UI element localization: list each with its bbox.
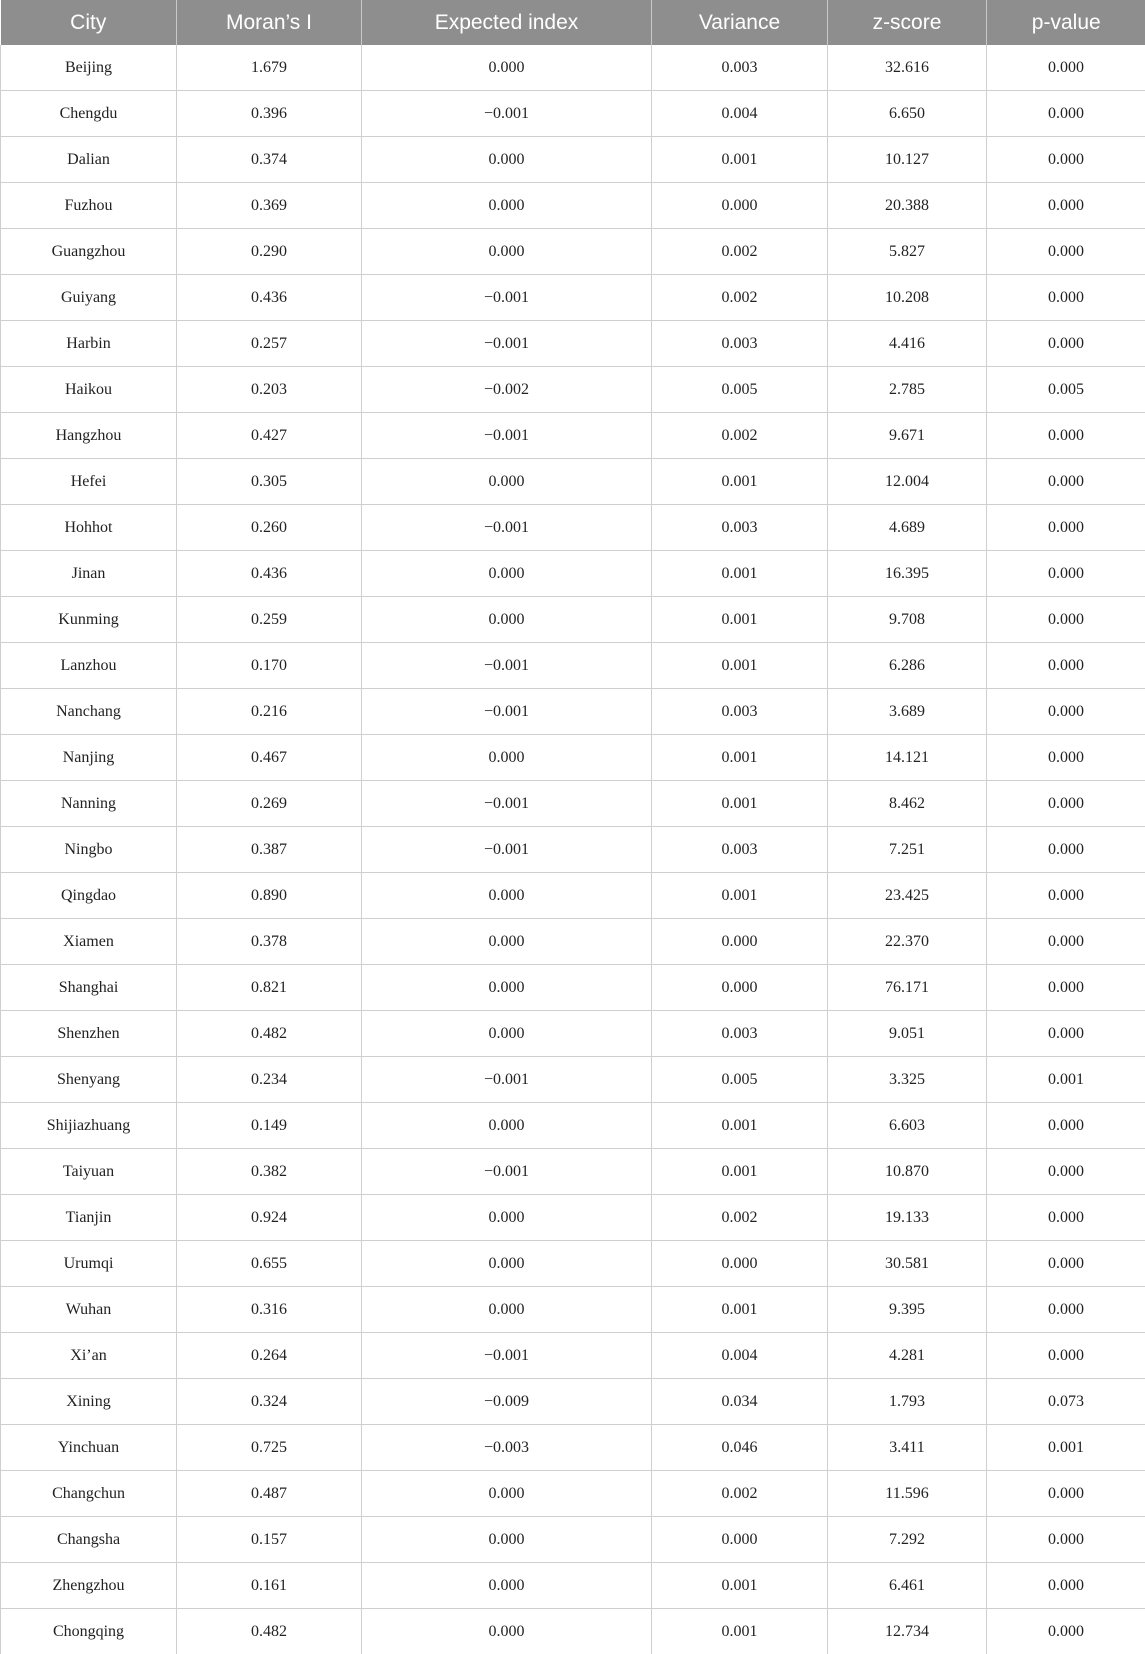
cell-p-value: 0.000 [987, 1333, 1145, 1379]
cell-p-value: 0.000 [987, 781, 1145, 827]
cell-expected-index: 0.000 [362, 873, 652, 919]
cell-variance: 0.001 [652, 1287, 828, 1333]
cell-expected-index: −0.003 [362, 1425, 652, 1471]
table-row [1, 1517, 1145, 1563]
cell-city: Qingdao [1, 873, 177, 919]
cell-variance: 0.003 [652, 1011, 828, 1057]
cell-expected-index: −0.001 [362, 505, 652, 551]
cell-variance: 0.003 [652, 689, 828, 735]
cell-morans-i: 0.890 [177, 873, 362, 919]
cell-morans-i: 0.161 [177, 1563, 362, 1609]
header-z-score: z-score [828, 0, 987, 45]
cell-city: Xining [1, 1379, 177, 1425]
cell-variance: 0.001 [652, 735, 828, 781]
cell-morans-i: 0.487 [177, 1471, 362, 1517]
table-row [1, 1379, 1145, 1425]
cell-variance: 0.002 [652, 1195, 828, 1241]
table-row [1, 827, 1145, 873]
cell-expected-index: −0.001 [362, 91, 652, 137]
cell-p-value: 0.000 [987, 505, 1145, 551]
cell-city: Shenyang [1, 1057, 177, 1103]
table-row [1, 965, 1145, 1011]
cell-variance: 0.002 [652, 229, 828, 275]
cell-morans-i: 0.264 [177, 1333, 362, 1379]
cell-city: Zhengzhou [1, 1563, 177, 1609]
cell-expected-index: −0.001 [362, 275, 652, 321]
cell-city: Xiamen [1, 919, 177, 965]
cell-p-value: 0.000 [987, 459, 1145, 505]
cell-p-value: 0.000 [987, 1517, 1145, 1563]
cell-variance: 0.005 [652, 367, 828, 413]
cell-city: Dalian [1, 137, 177, 183]
cell-morans-i: 0.216 [177, 689, 362, 735]
table-row [1, 1287, 1145, 1333]
cell-p-value: 0.000 [987, 735, 1145, 781]
cell-city: Hefei [1, 459, 177, 505]
cell-expected-index: 0.000 [362, 45, 652, 91]
cell-variance: 0.000 [652, 1517, 828, 1563]
cell-city: Taiyuan [1, 1149, 177, 1195]
cell-z-score: 9.395 [828, 1287, 987, 1333]
cell-variance: 0.000 [652, 183, 828, 229]
cell-expected-index: 0.000 [362, 1287, 652, 1333]
cell-city: Nanjing [1, 735, 177, 781]
table-row [1, 321, 1145, 367]
cell-morans-i: 0.290 [177, 229, 362, 275]
table-row [1, 183, 1145, 229]
cell-city: Lanzhou [1, 643, 177, 689]
cell-expected-index: 0.000 [362, 1517, 652, 1563]
cell-morans-i: 1.679 [177, 45, 362, 91]
cell-variance: 0.001 [652, 1609, 828, 1654]
cell-variance: 0.001 [652, 459, 828, 505]
cell-variance: 0.001 [652, 1563, 828, 1609]
table-row [1, 689, 1145, 735]
header-expected-index: Expected index [362, 0, 652, 45]
cell-expected-index: −0.001 [362, 827, 652, 873]
cell-p-value: 0.000 [987, 827, 1145, 873]
cell-expected-index: −0.002 [362, 367, 652, 413]
cell-city: Nanning [1, 781, 177, 827]
cell-expected-index: 0.000 [362, 965, 652, 1011]
cell-city: Urumqi [1, 1241, 177, 1287]
cell-variance: 0.000 [652, 965, 828, 1011]
cell-p-value: 0.000 [987, 321, 1145, 367]
cell-morans-i: 0.257 [177, 321, 362, 367]
cell-variance: 0.002 [652, 275, 828, 321]
cell-morans-i: 0.655 [177, 1241, 362, 1287]
cell-expected-index: 0.000 [362, 137, 652, 183]
cell-expected-index: 0.000 [362, 1609, 652, 1654]
cell-morans-i: 0.203 [177, 367, 362, 413]
table-row [1, 735, 1145, 781]
cell-city: Wuhan [1, 1287, 177, 1333]
cell-morans-i: 0.234 [177, 1057, 362, 1103]
cell-z-score: 3.689 [828, 689, 987, 735]
cell-expected-index: −0.009 [362, 1379, 652, 1425]
cell-z-score: 4.281 [828, 1333, 987, 1379]
cell-variance: 0.001 [652, 1103, 828, 1149]
cell-z-score: 9.671 [828, 413, 987, 459]
cell-p-value: 0.000 [987, 643, 1145, 689]
cell-variance: 0.001 [652, 1149, 828, 1195]
cell-z-score: 16.395 [828, 551, 987, 597]
header-morans-i: Moran’s I [177, 0, 362, 45]
cell-morans-i: 0.924 [177, 1195, 362, 1241]
cell-city: Fuzhou [1, 183, 177, 229]
cell-variance: 0.005 [652, 1057, 828, 1103]
cell-z-score: 23.425 [828, 873, 987, 919]
cell-variance: 0.000 [652, 919, 828, 965]
cell-city: Tianjin [1, 1195, 177, 1241]
cell-morans-i: 0.396 [177, 91, 362, 137]
table-row [1, 45, 1145, 91]
cell-city: Harbin [1, 321, 177, 367]
cell-z-score: 7.292 [828, 1517, 987, 1563]
cell-city: Xi’an [1, 1333, 177, 1379]
cell-p-value: 0.000 [987, 551, 1145, 597]
cell-variance: 0.046 [652, 1425, 828, 1471]
cell-expected-index: 0.000 [362, 1563, 652, 1609]
cell-expected-index: −0.001 [362, 781, 652, 827]
cell-z-score: 3.325 [828, 1057, 987, 1103]
table-row [1, 1241, 1145, 1287]
cell-variance: 0.003 [652, 827, 828, 873]
table-row [1, 1149, 1145, 1195]
table-row [1, 873, 1145, 919]
cell-city: Changsha [1, 1517, 177, 1563]
cell-p-value: 0.000 [987, 873, 1145, 919]
cell-variance: 0.034 [652, 1379, 828, 1425]
cell-p-value: 0.000 [987, 229, 1145, 275]
cell-city: Guiyang [1, 275, 177, 321]
cell-p-value: 0.000 [987, 275, 1145, 321]
cell-variance: 0.003 [652, 45, 828, 91]
cell-p-value: 0.000 [987, 1149, 1145, 1195]
table-row [1, 1195, 1145, 1241]
cell-expected-index: −0.001 [362, 413, 652, 459]
cell-morans-i: 0.436 [177, 275, 362, 321]
table-row [1, 1057, 1145, 1103]
cell-z-score: 8.462 [828, 781, 987, 827]
cell-city: Jinan [1, 551, 177, 597]
cell-city: Chengdu [1, 91, 177, 137]
cell-morans-i: 0.374 [177, 137, 362, 183]
cell-variance: 0.001 [652, 873, 828, 919]
cell-p-value: 0.000 [987, 1471, 1145, 1517]
cell-morans-i: 0.149 [177, 1103, 362, 1149]
cell-p-value: 0.000 [987, 183, 1145, 229]
cell-variance: 0.001 [652, 551, 828, 597]
cell-expected-index: 0.000 [362, 1241, 652, 1287]
cell-p-value: 0.000 [987, 1103, 1145, 1149]
table-row [1, 367, 1145, 413]
cell-variance: 0.001 [652, 597, 828, 643]
table-header [1, 0, 1145, 45]
table-row [1, 1103, 1145, 1149]
cell-morans-i: 0.305 [177, 459, 362, 505]
cell-city: Shijiazhuang [1, 1103, 177, 1149]
cell-expected-index: 0.000 [362, 183, 652, 229]
cell-z-score: 4.689 [828, 505, 987, 551]
cell-z-score: 6.461 [828, 1563, 987, 1609]
cell-city: Ningbo [1, 827, 177, 873]
table-row [1, 1471, 1145, 1517]
header-p-value: p-value [987, 0, 1145, 45]
cell-morans-i: 0.157 [177, 1517, 362, 1563]
cell-p-value: 0.000 [987, 413, 1145, 459]
header-variance: Variance [652, 0, 828, 45]
cell-morans-i: 0.436 [177, 551, 362, 597]
cell-city: Haikou [1, 367, 177, 413]
cell-z-score: 6.650 [828, 91, 987, 137]
cell-variance: 0.001 [652, 137, 828, 183]
cell-p-value: 0.000 [987, 965, 1145, 1011]
cell-z-score: 5.827 [828, 229, 987, 275]
cell-z-score: 11.596 [828, 1471, 987, 1517]
cell-p-value: 0.000 [987, 919, 1145, 965]
cell-z-score: 10.208 [828, 275, 987, 321]
cell-expected-index: −0.001 [362, 1333, 652, 1379]
cell-city: Hohhot [1, 505, 177, 551]
cell-expected-index: −0.001 [362, 1149, 652, 1195]
cell-city: Shenzhen [1, 1011, 177, 1057]
cell-morans-i: 0.170 [177, 643, 362, 689]
cell-p-value: 0.000 [987, 1241, 1145, 1287]
cell-expected-index: 0.000 [362, 551, 652, 597]
cell-morans-i: 0.482 [177, 1011, 362, 1057]
table-row [1, 1333, 1145, 1379]
cell-expected-index: −0.001 [362, 321, 652, 367]
cell-p-value: 0.073 [987, 1379, 1145, 1425]
cell-z-score: 9.708 [828, 597, 987, 643]
cell-variance: 0.002 [652, 413, 828, 459]
cell-morans-i: 0.369 [177, 183, 362, 229]
cell-expected-index: 0.000 [362, 1103, 652, 1149]
cell-z-score: 4.416 [828, 321, 987, 367]
table-row [1, 1609, 1145, 1654]
cell-variance: 0.003 [652, 505, 828, 551]
cell-morans-i: 0.387 [177, 827, 362, 873]
cell-city: Kunming [1, 597, 177, 643]
cell-city: Beijing [1, 45, 177, 91]
table-row [1, 1563, 1145, 1609]
header-city: City [1, 0, 177, 45]
cell-variance: 0.001 [652, 643, 828, 689]
cell-expected-index: 0.000 [362, 459, 652, 505]
cell-morans-i: 0.269 [177, 781, 362, 827]
cell-z-score: 6.603 [828, 1103, 987, 1149]
cell-morans-i: 0.467 [177, 735, 362, 781]
cell-p-value: 0.000 [987, 1609, 1145, 1654]
cell-z-score: 32.616 [828, 45, 987, 91]
cell-p-value: 0.005 [987, 367, 1145, 413]
table-row [1, 919, 1145, 965]
cell-p-value: 0.000 [987, 137, 1145, 183]
cell-variance: 0.002 [652, 1471, 828, 1517]
cell-morans-i: 0.378 [177, 919, 362, 965]
cell-expected-index: −0.001 [362, 643, 652, 689]
cell-z-score: 12.004 [828, 459, 987, 505]
cell-morans-i: 0.427 [177, 413, 362, 459]
cell-p-value: 0.001 [987, 1057, 1145, 1103]
cell-expected-index: −0.001 [362, 1057, 652, 1103]
cell-expected-index: 0.000 [362, 735, 652, 781]
cell-expected-index: 0.000 [362, 229, 652, 275]
table-row [1, 275, 1145, 321]
cell-z-score: 9.051 [828, 1011, 987, 1057]
cell-morans-i: 0.324 [177, 1379, 362, 1425]
cell-morans-i: 0.316 [177, 1287, 362, 1333]
cell-morans-i: 0.482 [177, 1609, 362, 1654]
table-row [1, 551, 1145, 597]
table-row [1, 459, 1145, 505]
cell-expected-index: −0.001 [362, 689, 652, 735]
cell-morans-i: 0.260 [177, 505, 362, 551]
cell-z-score: 10.870 [828, 1149, 987, 1195]
header-row [1, 0, 1145, 45]
cell-p-value: 0.000 [987, 91, 1145, 137]
cell-expected-index: 0.000 [362, 1011, 652, 1057]
table-row [1, 91, 1145, 137]
cell-z-score: 12.734 [828, 1609, 987, 1654]
cell-z-score: 1.793 [828, 1379, 987, 1425]
cell-z-score: 30.581 [828, 1241, 987, 1287]
cell-expected-index: 0.000 [362, 919, 652, 965]
cell-variance: 0.004 [652, 91, 828, 137]
table-row [1, 137, 1145, 183]
cell-z-score: 7.251 [828, 827, 987, 873]
cell-morans-i: 0.259 [177, 597, 362, 643]
cell-city: Guangzhou [1, 229, 177, 275]
table-row [1, 505, 1145, 551]
cell-p-value: 0.000 [987, 1287, 1145, 1333]
cell-city: Yinchuan [1, 1425, 177, 1471]
table-row [1, 1425, 1145, 1471]
cell-z-score: 6.286 [828, 643, 987, 689]
table-row [1, 413, 1145, 459]
cell-p-value: 0.000 [987, 689, 1145, 735]
table-row [1, 1011, 1145, 1057]
table-row [1, 229, 1145, 275]
cell-p-value: 0.000 [987, 1195, 1145, 1241]
cell-z-score: 10.127 [828, 137, 987, 183]
cell-p-value: 0.000 [987, 1011, 1145, 1057]
cell-expected-index: 0.000 [362, 1195, 652, 1241]
cell-city: Chongqing [1, 1609, 177, 1654]
cell-z-score: 14.121 [828, 735, 987, 781]
cell-z-score: 3.411 [828, 1425, 987, 1471]
cell-p-value: 0.000 [987, 45, 1145, 91]
cell-z-score: 19.133 [828, 1195, 987, 1241]
cell-p-value: 0.001 [987, 1425, 1145, 1471]
cell-variance: 0.003 [652, 321, 828, 367]
cell-city: Changchun [1, 1471, 177, 1517]
cell-morans-i: 0.382 [177, 1149, 362, 1195]
cell-variance: 0.001 [652, 781, 828, 827]
cell-expected-index: 0.000 [362, 597, 652, 643]
cell-expected-index: 0.000 [362, 1471, 652, 1517]
cell-city: Shanghai [1, 965, 177, 1011]
cell-z-score: 2.785 [828, 367, 987, 413]
cell-variance: 0.000 [652, 1241, 828, 1287]
cell-p-value: 0.000 [987, 1563, 1145, 1609]
table-row [1, 597, 1145, 643]
cell-city: Hangzhou [1, 413, 177, 459]
table-row [1, 781, 1145, 827]
cell-z-score: 20.388 [828, 183, 987, 229]
cell-z-score: 76.171 [828, 965, 987, 1011]
cell-morans-i: 0.821 [177, 965, 362, 1011]
cell-p-value: 0.000 [987, 597, 1145, 643]
cell-city: Nanchang [1, 689, 177, 735]
table-row [1, 643, 1145, 689]
cell-z-score: 22.370 [828, 919, 987, 965]
table-body [1, 45, 1145, 1654]
cell-morans-i: 0.725 [177, 1425, 362, 1471]
cell-variance: 0.004 [652, 1333, 828, 1379]
